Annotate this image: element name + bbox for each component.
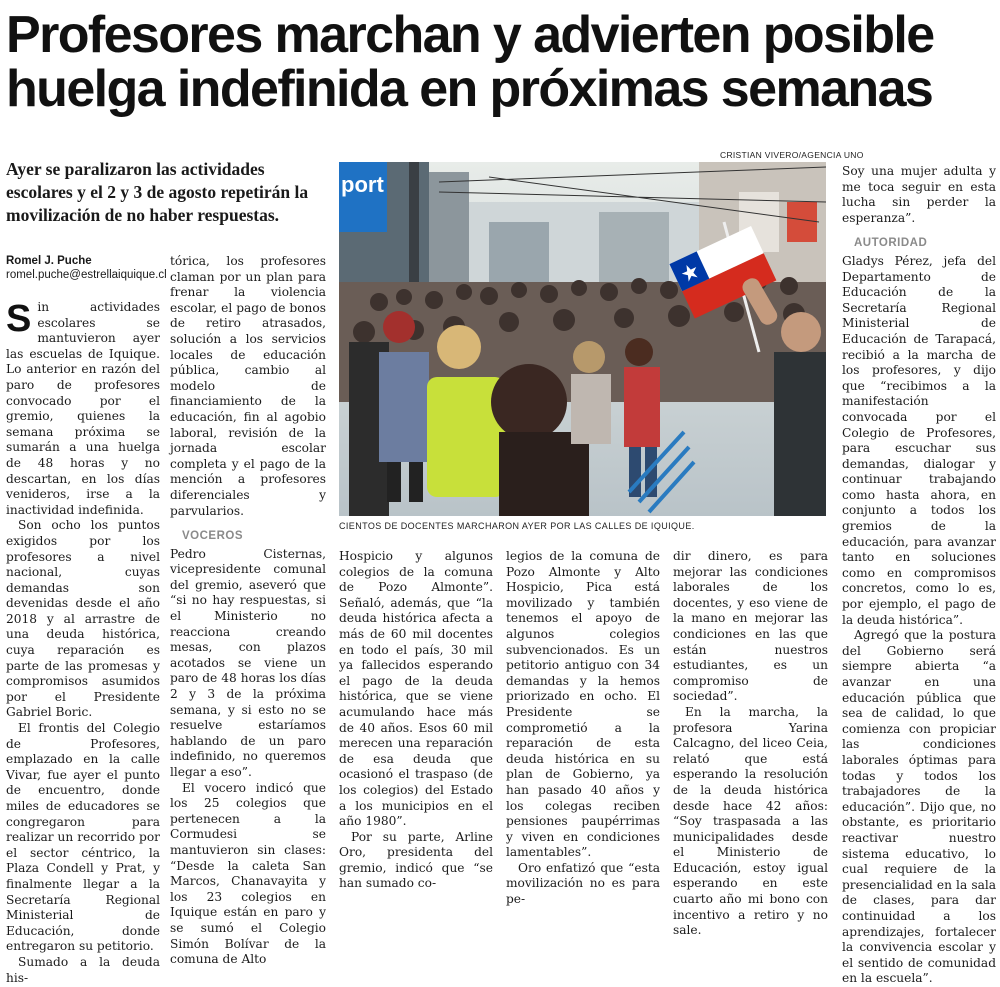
paragraph: El vocero indicó que los 25 colegios que pertenecen a la Cormudesi se mantuvieron sin clases: “Desde la caleta San Marcos, Chanavayita y los 23 colegios en Iquique están en paro y se sumó el Colegio Simón Bolívar de la comuna de Alto [170,780,326,967]
article-column-3 [339,549,493,892]
march-photo [339,162,826,516]
paragraph: legios de la comuna de Pozo Almonte y Alto Hospicio, Pica está movilizado y también tenemos el apoyo de algunos colegios subvencionados. Es un petitorio antiguo con 34 demandas y la hemos priorizado en ocho. El Presidente se comprometió a la reparación de esta deuda histórica en su plan de Gobierno, ya han pasado 40 años y los colegas reciben pensiones paupérrimas y viven en condiciones lamentables”. [506,549,660,860]
paragraph: Hospicio y algunos colegios de la comuna de Pozo Almonte”. Señaló, además, que “la deuda histórica afecta a más de 60 mil docentes en todo el país, 30 mil ya fallecidos esperando el pago de la deuda histórica, que se viene acumulando hace más de 40 años. Esos 60 mil merecen una reparación de esa deuda que ocasionó el traspaso (de los colegios) del Estado a los municipios en el año 1980”. [339,549,493,829]
photo-credit: CRISTIAN VIVERO/AGENCIA UNO [720,150,864,160]
byline [6,254,167,282]
article-column-6 [842,164,996,987]
store-sign-text: port [341,172,384,197]
section-label: VOCEROS [182,530,244,543]
section-label: AUTORIDAD [854,237,928,250]
paragraph: Soy una mujer adulta y me toca seguir en esta lucha sin perder la esperanza”. [842,164,996,225]
paragraph: En la marcha, la profesora Yarina Calcagno, del liceo Ceia, relató que está esperando la resolución de la deuda histórica desde hace 42 años: “Soy traspasada a las municipalidades desde el Ministerio de Educación, estoy igual esperando en este cuarto año mi bono con incentivo a retiro y no sale. [673,704,828,938]
byline-email: romel.puche@estrellaiquique.cl [6,269,167,281]
paragraph: Sumado a la deuda his- [6,954,160,985]
paragraph: dir dinero, es para mejorar las condiciones laborales de los docentes, y eso viene de la mano en mejorar las condiciones en las que están nuestros estudiantes, es un compromiso de sociedad”. [673,549,828,704]
paragraph: El frontis del Colegio de Profesores, emplazado en la calle Vivar, fue ayer el punto de encuentro, donde miles de educadores se congregaron para realizar un recorrido por el sector céntrico, la Plaza Condell y Prat, y finalmente llegar a la Secretaría Regional Ministerial de Educación, donde entregaron su petitorio. [6,721,160,954]
paragraph: Agregó que la postura del Gobierno será siempre abierta “a avanzar en una educación pública que sea de calidad, lo que comienza con propiciar las condiciones laborales óptimas para todas y todos los trabajadores de la educación”. Dijo que, no obstante, es prioritario reactivar nuestro sistema educativo, lo cual requiere de la presencialidad en la sala de clases, para dar continuidad a los aprendizajes, fortalecer la convivencia escolar y el sentido de comunidad en la escuela”. [842,628,996,986]
article-column-5 [673,549,828,939]
article-column-4 [506,549,660,908]
article-column-2 [170,254,326,968]
paragraph: Pedro Cisternas, vicepresidente comunal del gremio, aseveró que “si no hay respuestas, si el Ministerio no reacciona creando mesas, con plazos acotados se viene un paro de 48 horas los días 2 y 3 de la próxima semana, y si esto no se resuelve estaríamos hablando de un paro indefinido, no queremos llegar a eso”. [170,546,326,779]
photo-caption: CIENTOS DE DOCENTES MARCHARON AYER POR LAS CALLES DE IQUIQUE. [339,521,695,531]
dropcap: S [6,298,32,340]
paragraph: Por su parte, Arline Oro, presidenta del gremio, indicó que “se han sumado co- [339,829,493,891]
headline-line-2: huelga indefinida en próximas semanas [6,60,933,118]
paragraph: Gladys Pérez, jefa del Departamento de Educación de la Secretaría Regional Ministerial de Educación de Tarapacá, recibió a la marcha de los profesores, y dijo que “recibimos a la manifestación convocada por el Colegio de Profesores, para escuchar sus demandas, dialogar y continuar trabajando como hasta ahora, en conjunto a todos los gremios de la educación, para avanzar tanto en soluciones como en compromisos concretos, como lo es, por ejemplo, el pago de la deuda histórica”. [842,253,996,627]
article-column-1 [6,300,160,986]
headline-line-1: Profesores marchan y advierten posible [6,6,934,64]
paragraph: Son ocho los puntos exigidos por los profesores a nivel nacional, cuyas demandas son devenidas desde el año 2018 y al arrastre de una deuda histórica, cuya reparación es parte de las promesas y compromisos asumidos por el Presidente Gabriel Boric. [6,518,160,720]
paragraph: Oro enfatizó que “esta movilización no es para pe- [506,860,660,907]
headline [6,8,996,116]
paragraph: tórica, los profesores claman por un plan para frenar la violencia escolar, el pago de bonos de retiro atrasados, solución a los servicios locales de educación pública, cambio al modelo de financiamiento de la educación, fin al agobio laboral, revisión de la jornada escolar completa y el pago de la mención a profesores diferenciales y parvularios. [170,254,326,518]
deck-subheading: Ayer se paralizaron las actividades escolares y el 2 y 3 de agosto repetirán la movilización de no haber respuestas. [6,159,309,225]
paragraph: Sin actividades escolares se mantuvieron ayer las escuelas de Iquique. Lo anterior en razón del paro de profesores convocado por el gremio, quienes la semana próxima se sumarán a una huelga de 48 horas y no descartan, en los días venideros, irse a la inactividad indefinida. [6,298,160,517]
byline-author: Romel J. Puche [6,255,92,267]
crowd-illustration [339,162,826,516]
